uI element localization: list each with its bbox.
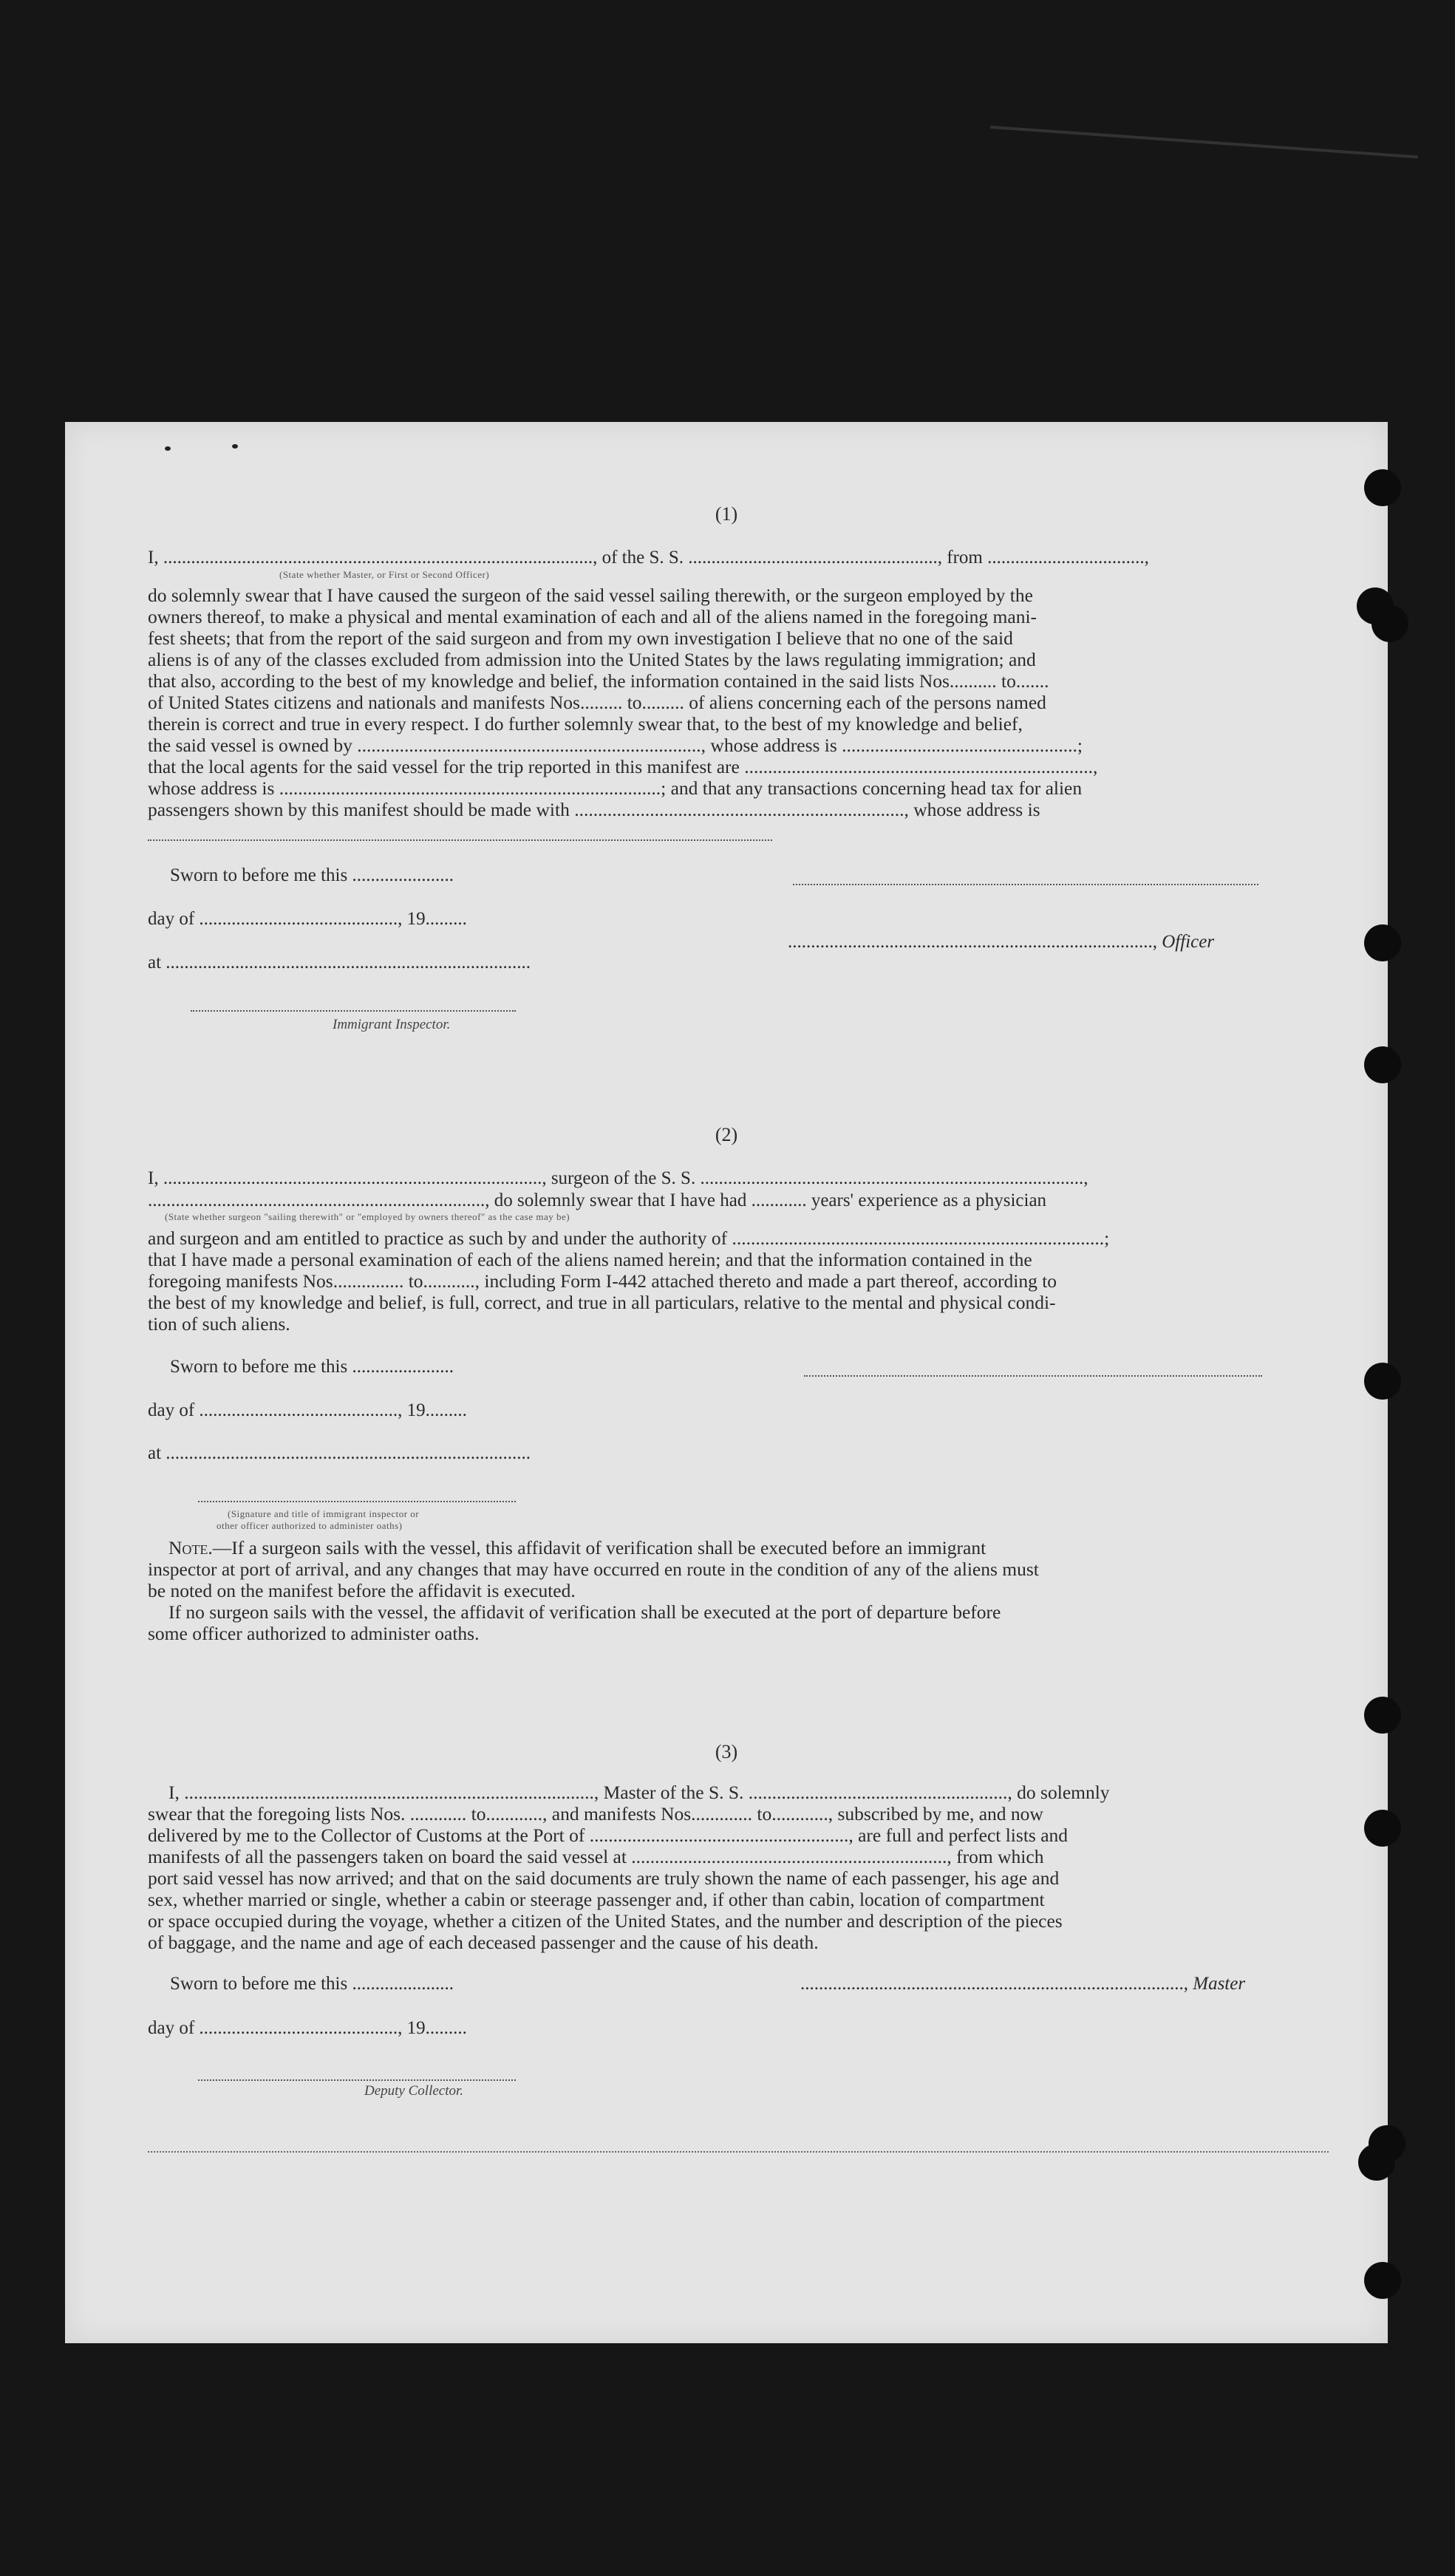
- punch-hole: [1371, 605, 1408, 642]
- signature-line: [793, 884, 1258, 885]
- punch-hole: [1364, 1697, 1401, 1734]
- signature-line: [198, 1501, 516, 1502]
- body-line: owners thereof, to make a physical and mental examination of each and all of the aliens named in the foregoing mani-: [148, 606, 1037, 627]
- section-2-at: at ...............................................................................: [148, 1443, 531, 1463]
- note-line-2: inspector at port of arrival, and any changes that may have occurred en route in the condition of any of the aliens must: [148, 1558, 1039, 1580]
- body-line: fest sheets; that from the report of the said surgeon and from my own investigation I believe that no one of the said: [148, 627, 1013, 649]
- section-2-day: day of ..........................................., 19.........: [148, 1400, 467, 1420]
- speck: [232, 444, 238, 449]
- section-1-day: day of ..........................................., 19.........: [148, 909, 467, 929]
- body-line: the said vessel is owned by ........................................................................., whose address is ..................................................;: [148, 735, 1083, 756]
- section-1-body: [148, 585, 1329, 820]
- body-line: and surgeon and am entitled to practice as such by and under the authority of ...............................................................................;: [148, 1227, 1110, 1249]
- section-1-number: (1): [715, 503, 738, 525]
- body-line: do solemnly swear that I have caused the surgeon of the said vessel sailing therewith, or the surgeon employed by the: [148, 585, 1033, 606]
- manifest-back-page: [65, 422, 1388, 2343]
- section-3-sworn: Sworn to before me this ......................: [170, 1974, 454, 1994]
- section-1-caption: (State whether Master, or First or Second Officer): [279, 569, 490, 580]
- body-line: of baggage, and the name and age of each deceased passenger and the cause of his death.: [148, 1932, 819, 1953]
- speck: [165, 446, 171, 451]
- section-1-at: at ...............................................................................: [148, 953, 531, 972]
- punch-hole: [1364, 1046, 1401, 1083]
- section-2-line-1: I, .................................................................................., surgeon of the S. S. ...................................................................................,: [148, 1168, 1088, 1188]
- note-line-4: If no surgeon sails with the vessel, the affidavit of verification shall be executed at the port of departure before: [168, 1601, 1001, 1623]
- section-3-collector: Deputy Collector.: [364, 2083, 464, 2099]
- body-line: the best of my knowledge and belief, is full, correct, and true in all particulars, relative to the mental and physical condi-: [148, 1292, 1056, 1313]
- section-1-sworn: Sworn to before me this ......................: [170, 865, 454, 885]
- body-line: or space occupied during the voyage, whether a citizen of the United States, and the number and description of the pieces: [148, 1910, 1063, 1932]
- punch-hole: [1364, 2262, 1401, 2299]
- collector-signature-line: [198, 2079, 516, 2081]
- punch-hole: [1364, 924, 1401, 961]
- body-line: therein is correct and true in every respect. I do further solemnly swear that, to the best of my knowledge and belief,: [148, 713, 1023, 735]
- signature-caption-1: (Signature and title of immigrant inspector or: [228, 1508, 420, 1519]
- body-line: foregoing manifests Nos............... to..........., including Form I-442 attached thereto and made a part thereof, according to: [148, 1270, 1057, 1292]
- note-line-5: some officer authorized to administer oaths.: [148, 1623, 480, 1644]
- body-line: that also, according to the best of my knowledge and belief, the information contained in the said lists Nos.......... to.......: [148, 670, 1049, 692]
- section-1-inspector: Immigrant Inspector.: [333, 1017, 451, 1032]
- note-label: Note.: [168, 1537, 213, 1558]
- section-2-line-2: ........................................................................., do solemnly swear that I have had ............ years' experience as a physician: [148, 1190, 1047, 1210]
- section-3-master: ..................................................................................., Master: [800, 1974, 1246, 1994]
- section-3-day: day of ..........................................., 19.........: [148, 2018, 467, 2038]
- body-line: port said vessel has now arrived; and that on the said documents are truly shown the name of each passenger, his age and: [148, 1867, 1060, 1889]
- dotted-rule: [148, 839, 772, 841]
- body-line: that the local agents for the said vessel for the trip reported in this manifest are ..........................................................................,: [148, 756, 1098, 777]
- signature-caption-2: other officer authorized to administer oaths): [217, 1520, 403, 1531]
- section-2-number: (2): [715, 1124, 738, 1145]
- note-line-3: be noted on the manifest before the affidavit is executed.: [148, 1580, 576, 1601]
- body-line: I, ......................................................................................., Master of the S. S. ......................................................., do solemnly: [168, 1782, 1110, 1803]
- body-line: swear that the foregoing lists Nos. ............ to............, and manifests Nos............. to............, subscribed by me, and now: [148, 1803, 1043, 1824]
- body-line: that I have made a personal examination of each of the aliens named herein; and that the information contained in the: [148, 1249, 1032, 1270]
- section-1-officer: ..............................................................................., Officer: [788, 932, 1215, 952]
- body-line: tion of such aliens.: [148, 1313, 290, 1335]
- note-line-1: —If a surgeon sails with the vessel, this affidavit of verification shall be executed before an immigrant: [212, 1537, 987, 1558]
- signature-line: [804, 1375, 1262, 1377]
- punch-hole: [1364, 469, 1401, 506]
- section-2-caption: (State whether surgeon "sailing therewith" or "employed by owners thereof" as the case may be): [165, 1211, 570, 1222]
- body-line: delivered by me to the Collector of Customs at the Port of ......................................................., are full and perfect lists and: [148, 1824, 1069, 1846]
- body-line: aliens is of any of the classes excluded from admission into the United States by the laws regulating immigration; and: [148, 649, 1036, 670]
- punch-hole: [1358, 2144, 1395, 2181]
- section-2-body: [148, 1227, 1329, 1335]
- punch-hole: [1364, 1363, 1401, 1400]
- inspector-signature-line: [191, 1010, 516, 1012]
- section-2-sworn: Sworn to before me this ......................: [170, 1357, 454, 1377]
- body-line: sex, whether married or single, whether a cabin or steerage passenger and, if other than cabin, location of compartment: [148, 1889, 1045, 1910]
- body-line: whose address is .................................................................................; and that any transactions concerning head tax for alien: [148, 777, 1083, 799]
- body-line: manifests of all the passengers taken on board the said vessel at ..................................................................., from which: [148, 1846, 1044, 1867]
- scan-artifact: [990, 126, 1418, 158]
- section-3-number: (3): [715, 1741, 738, 1762]
- bottom-rule: [148, 2151, 1329, 2153]
- section-2-note: [148, 1537, 1329, 1644]
- body-line: passengers shown by this manifest should be made with ......................................................................, whose address is: [148, 799, 1040, 820]
- punch-hole: [1364, 1810, 1401, 1847]
- section-1-line-1: I, ............................................................................................., of the S. S. ......................................................, from ..................................,: [148, 548, 1149, 568]
- section-3-body: [148, 1782, 1329, 1953]
- body-line: of United States citizens and nationals and manifests Nos......... to......... of aliens concerning each of the persons named: [148, 692, 1046, 713]
